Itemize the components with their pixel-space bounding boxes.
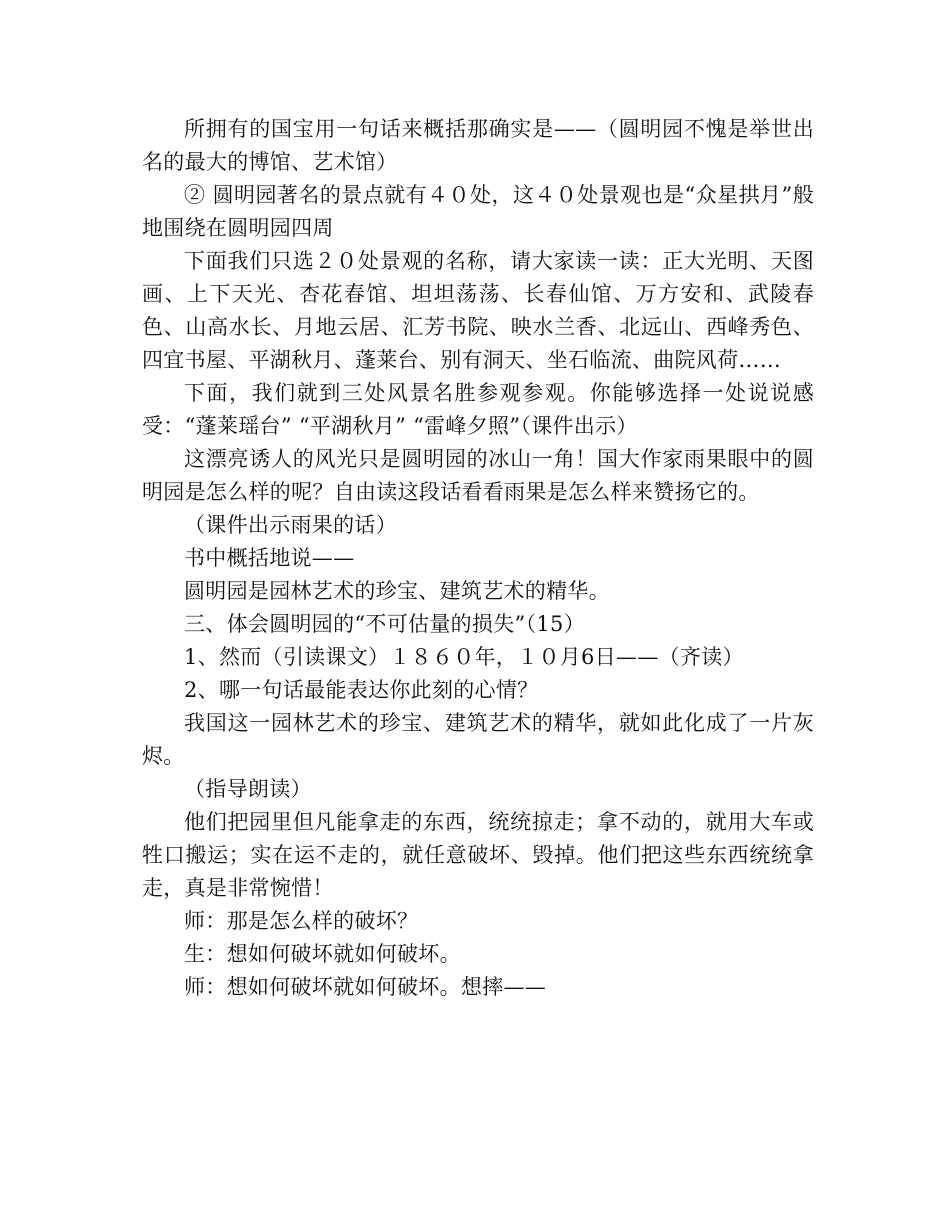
paragraph-book-summary: 书中概括地说—— [184,546,355,570]
paragraph-treasure-essence: 圆明园是园林艺术的珍宝、建筑艺术的精华。 [184,579,610,603]
paragraph-hugo-question: 这漂亮诱人的风光只是圆明园的冰山一角！国大作家雨果眼中的圆明园是怎么样的呢？自由读这段话看看雨果是怎么样来赞扬它的。 [142,447,814,504]
dialogue-student-1: 生：想如何破坏就如何破坏。 [184,942,461,966]
paragraph-looting: 他们把园里但凡能拿走的东西，统统掠走；拿不动的，就用大车或牲口搬运；实在运不走的，就任意破坏、毁掉。他们把这些东西统统拿走，真是非常惋惜！ [142,810,814,900]
dialogue-teacher-2: 师：想如何破坏就如何破坏。想摔—— [184,975,547,999]
paragraph-three-scenes: 下面，我们就到三处风景名胜参观参观。你能够选择一处说说感受：“蓬莱瑶台” “平湖秋月” “雷峰夕照”（课件出示） [142,381,814,438]
paragraph-ashes: 我国这一园林艺术的珍宝、建筑艺术的精华，就如此化成了一片灰烬。 [142,711,814,768]
paragraph-courseware-hugo: （课件出示雨果的话） [184,513,397,537]
dialogue-teacher-1: 师：那是怎么样的破坏？ [184,909,419,933]
section-heading-loss: 三、体会圆明园的“不可估量的损失”（15） [184,612,585,636]
paragraph-summary: 所拥有的国宝用一句话来概括那确实是——（圆明园不愧是举世出名的最大的博馆、艺术馆） [142,117,814,174]
paragraph-20-scene-names: 下面我们只选２０处景观的名称，请大家读一读：正大光明、天图画、上下天光、杏花春馆、坦坦荡荡、长春仙馆、万方安和、武陵春色、山高水长、月地云居、汇芳书院、映水兰香、北远山、西峰秀色、四宜书屋、平湖秋月、蓬莱台、别有洞天、坐石临流、曲院风荷…… [142,249,814,372]
document-page [142,113,814,1004]
paragraph-40-scenes: ② 圆明园著名的景点就有４０处，这４０处景观也是“众星拱月”般地围绕在圆明园四周 [142,183,814,240]
paragraph-guided-reading: （指导朗读） [184,777,312,801]
paragraph-1860: 1、然而（引读课文）１８６０年，１０月6日——（齐读） [184,645,744,669]
paragraph-which-sentence: 2、哪一句话最能表达你此刻的心情？ [184,678,539,702]
